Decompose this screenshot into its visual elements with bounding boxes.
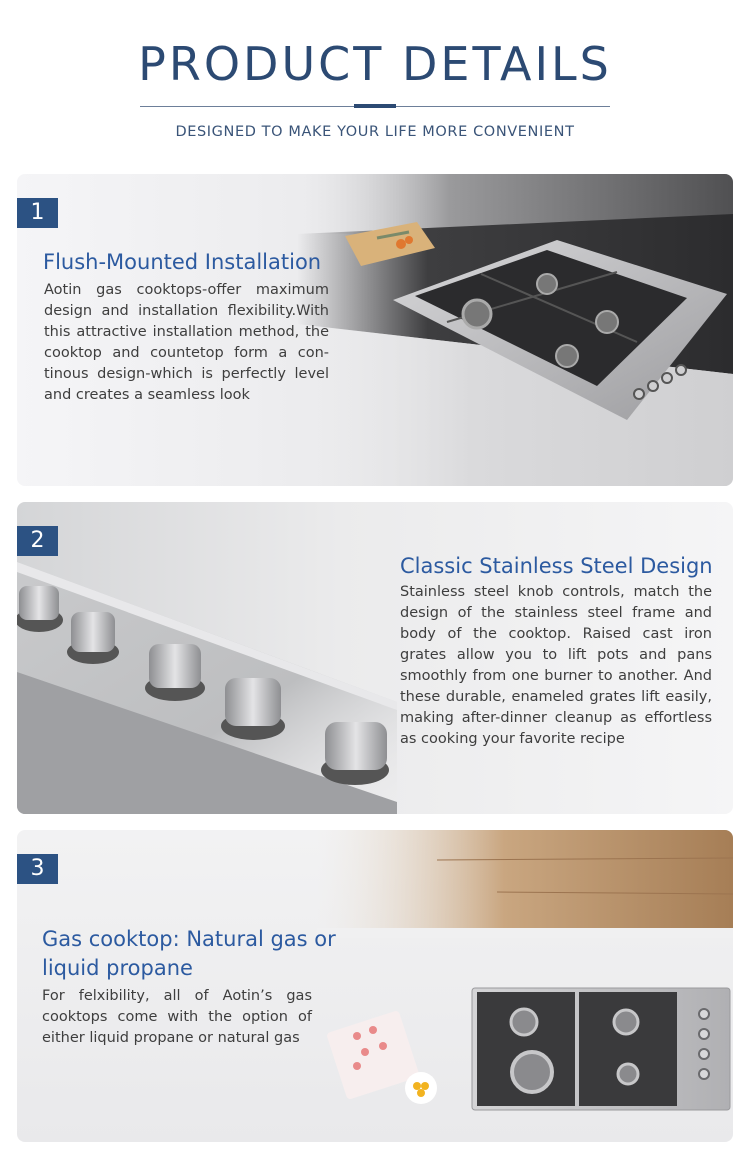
feature-description: Stainless steel knob controls, match the design of the stainless steel frame and body of the cooktop. Raised cast iron grates allow you to lift pots and pans smoothly from one burner to another. And these durable, enameled grates lift easily, making after-dinner cleanup as effortless as cooking your favorite recipe <box>400 584 712 747</box>
title-divider-accent <box>354 104 396 108</box>
feature-card-gas-type <box>17 830 733 1142</box>
feature-number-badge: 1 <box>17 198 58 228</box>
feature-description: Aotin gas cooktops-offer maximum design and installation flexibility.With this attractive installation method, the cooktop and countetop form a con-tinous design-which is perfectly level and creates a seamless look <box>44 282 329 403</box>
page-subtitle: DESIGNED TO MAKE YOUR LIFE MORE CONVENIENT <box>175 124 575 140</box>
feature-card-flush-mounted <box>17 174 733 486</box>
feature-number-badge: 3 <box>17 854 58 884</box>
page-title: PRODUCT DETAILS <box>138 37 612 91</box>
feature-number-badge: 2 <box>17 526 58 556</box>
feature-title: Classic Stainless Steel Design <box>400 554 713 578</box>
feature-title: Flush-Mounted Installation <box>43 250 322 274</box>
feature-title: Gas cooktop: Natural gas or liquid propane <box>42 927 336 980</box>
page-header <box>0 0 750 160</box>
control-knobs-photo <box>17 502 397 814</box>
feature-card-stainless-steel <box>17 502 733 814</box>
kitchen-cooktop-photo <box>297 174 733 486</box>
feature-description: For felxibility, all of Aotin’s gas cooktops come with the option of either liquid propane or natural gas <box>42 988 312 1046</box>
